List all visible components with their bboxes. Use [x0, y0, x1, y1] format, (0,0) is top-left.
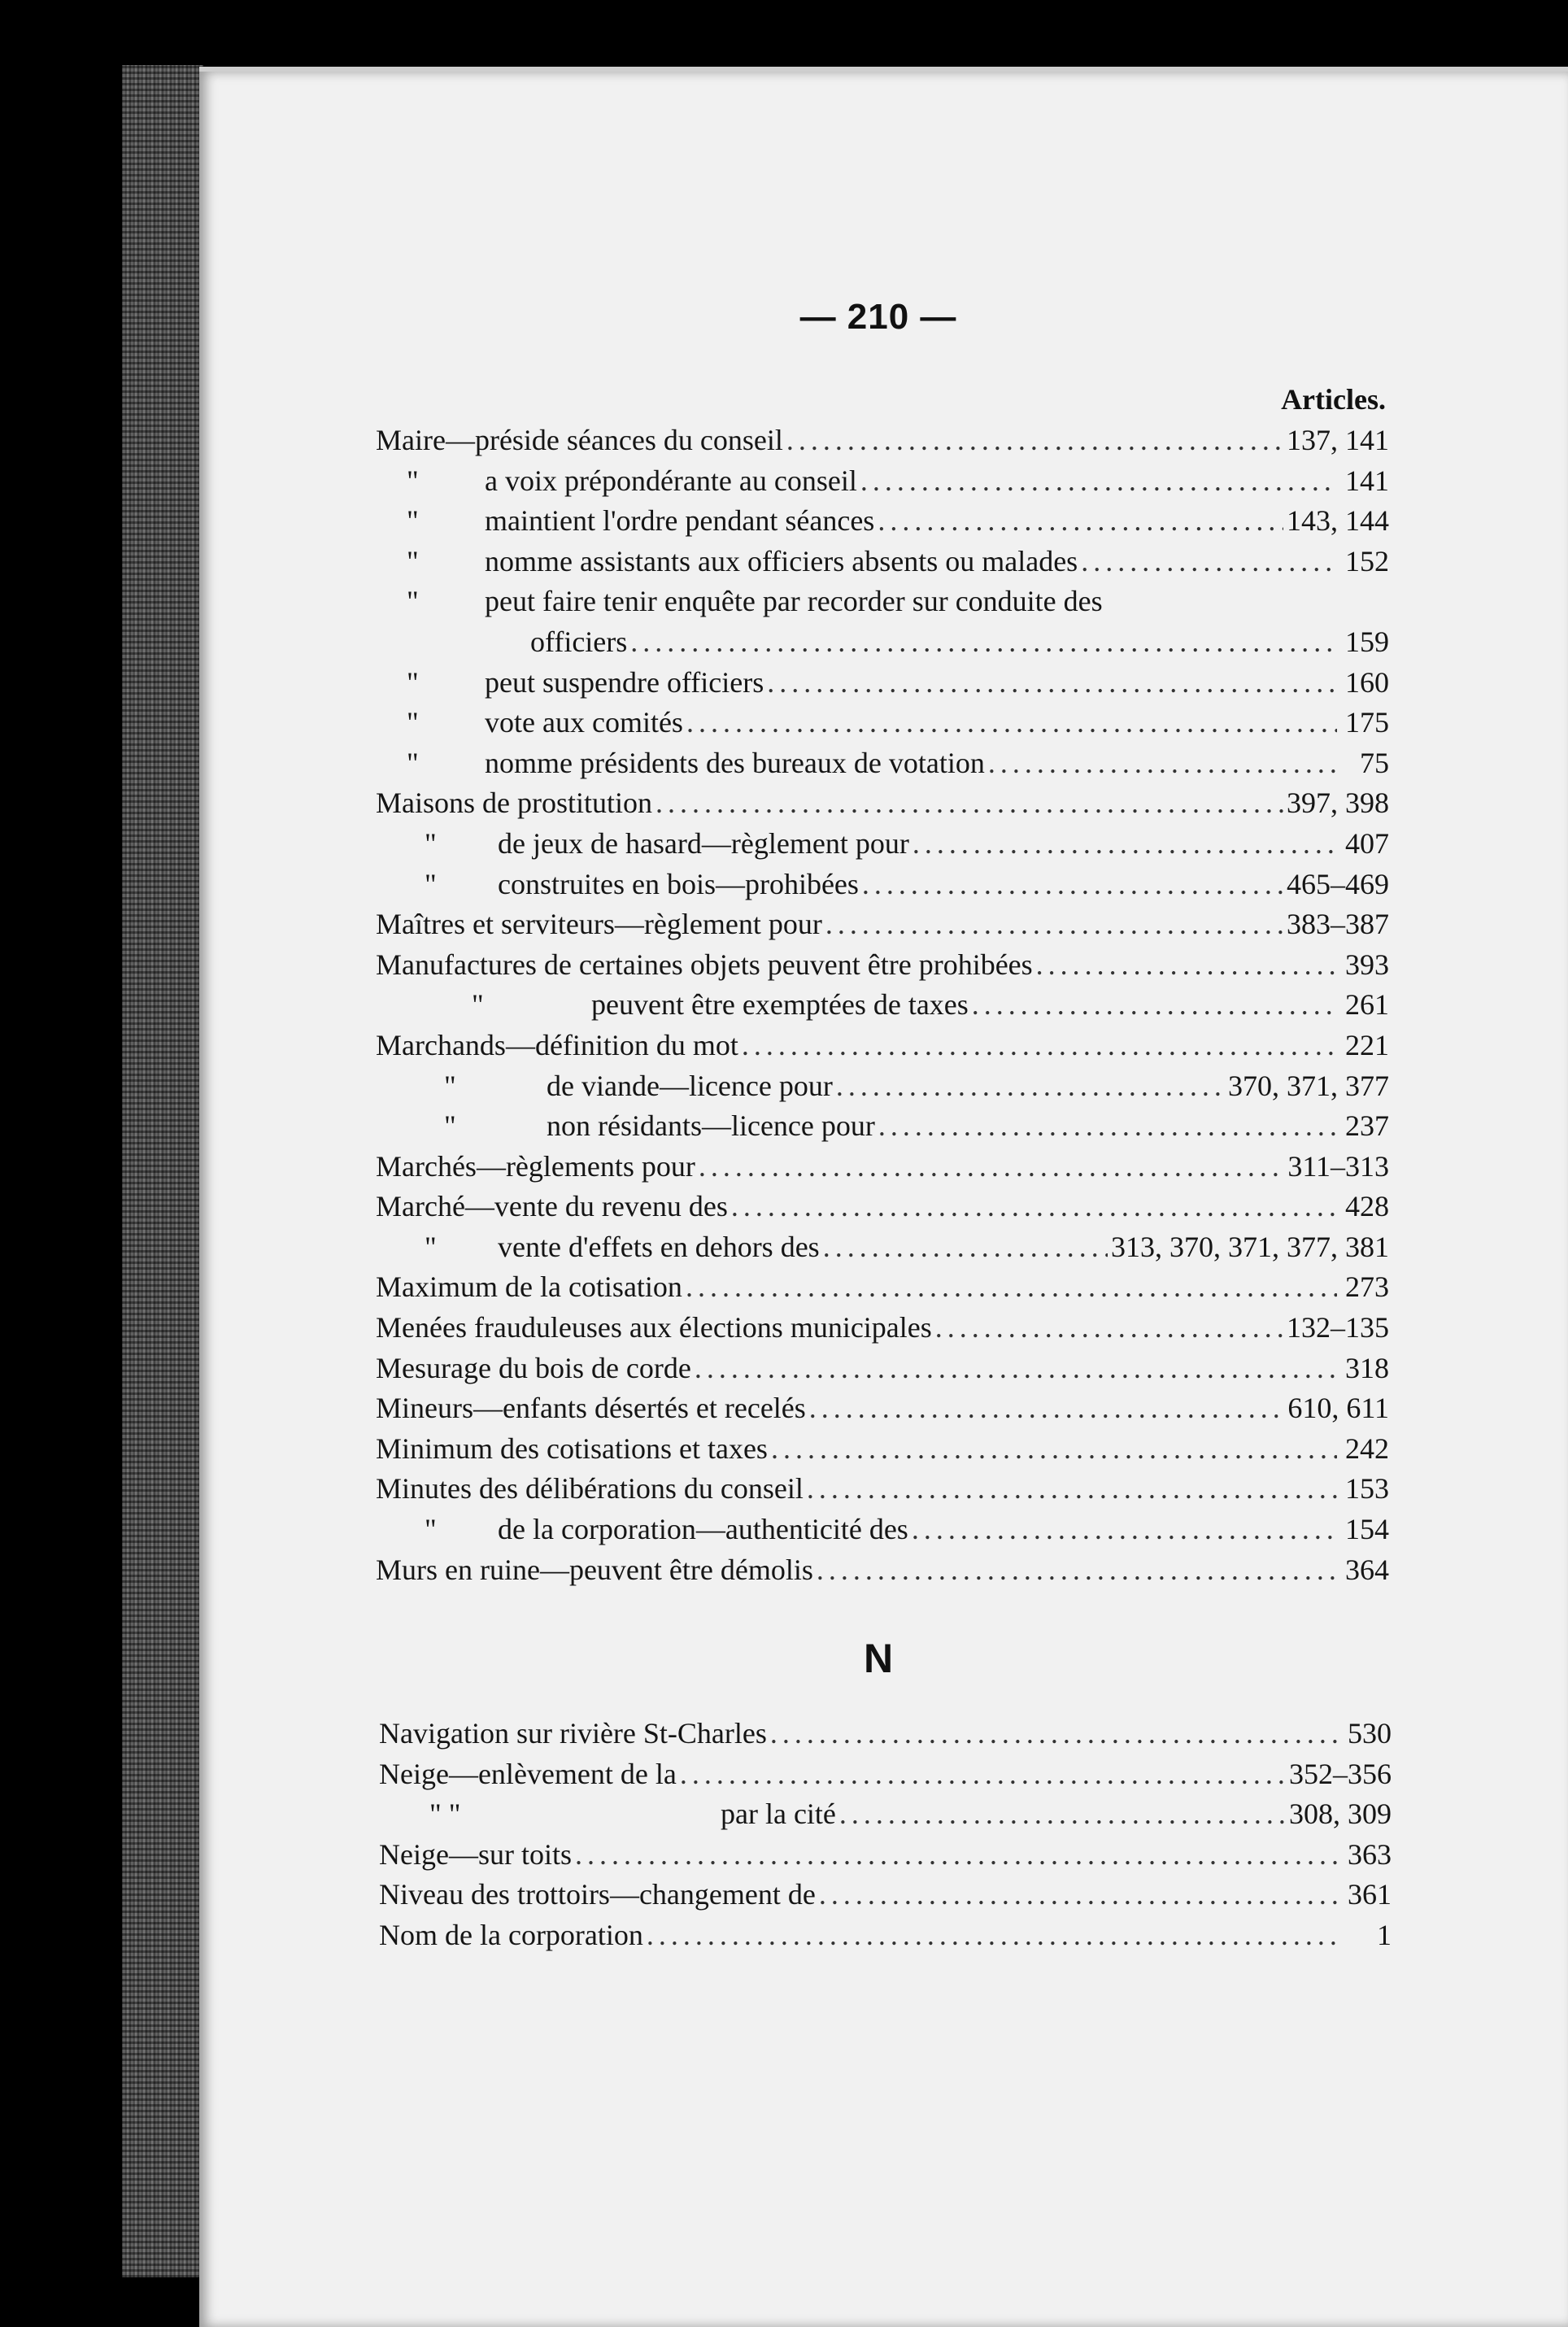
article-number: 153: [1345, 1472, 1389, 1506]
index-entry: [376, 1149, 1389, 1190]
entry-text: Nom de la corporation: [379, 1918, 643, 1951]
ditto-mark: ": [425, 1513, 437, 1546]
ditto-mark: ": [407, 464, 419, 497]
article-number: 370, 371, 377: [1228, 1069, 1389, 1102]
leader-dots: [878, 503, 1283, 538]
leader-dots: [742, 1028, 1337, 1062]
ditto-mark: ": [407, 585, 419, 618]
article-number: 393: [1345, 948, 1389, 981]
article-number: 1: [1377, 1918, 1392, 1951]
entry-text: peut faire tenir enquête par recorder sur conduite des: [485, 585, 1103, 618]
article-number: 152: [1345, 544, 1389, 577]
entry-text: Navigation sur rivière St-Charles: [379, 1717, 767, 1750]
entry-text: peuvent être exemptées de taxes: [591, 988, 969, 1022]
leader-dots: [630, 625, 1337, 659]
entry-text: non résidants—licence pour: [547, 1109, 875, 1143]
entry-text: Niveau des trottoirs—changement de: [379, 1878, 816, 1911]
article-number: 160: [1345, 665, 1389, 699]
article-number: 242: [1345, 1431, 1389, 1465]
article-number: 261: [1345, 988, 1389, 1022]
ditto-mark: ": [472, 988, 484, 1022]
column-header-articles: Articles.: [1281, 383, 1386, 416]
index-entry: [376, 826, 1389, 867]
index-entry: [379, 1797, 1392, 1837]
index-entry: [376, 625, 1389, 665]
leader-dots: [686, 705, 1337, 739]
index-entry: [376, 867, 1389, 908]
index-entry: [376, 503, 1389, 544]
leader-dots: [680, 1757, 1286, 1791]
article-number: 313, 370, 371, 377, 381: [1111, 1230, 1389, 1263]
index-entry: [379, 1757, 1392, 1798]
index-entry: [376, 544, 1389, 585]
article-number: 311–313: [1287, 1149, 1389, 1183]
index-entry: [376, 705, 1389, 746]
leader-dots: [836, 1069, 1225, 1103]
index-section-n: [379, 1716, 1392, 1959]
leader-dots: [988, 746, 1337, 780]
entry-text: Maisons de prostitution: [376, 787, 652, 820]
leader-dots: [839, 1797, 1286, 1831]
leader-dots: [731, 1189, 1337, 1223]
entry-text: Marché—vente du revenu des: [376, 1190, 728, 1223]
entry-text: Manufactures de certaines objets peuvent être prohibées: [376, 948, 1033, 981]
leader-dots: [817, 1553, 1337, 1587]
ditto-mark: ": [444, 1109, 456, 1143]
entry-text: Marchés—règlements pour: [376, 1149, 695, 1183]
leader-dots: [686, 1270, 1337, 1304]
index-entry: [376, 746, 1389, 787]
index-entry: [376, 1391, 1389, 1431]
leader-dots: [647, 1918, 1339, 1952]
leader-dots: [656, 786, 1283, 820]
index-entry: [376, 1189, 1389, 1230]
ditto-mark: ": [425, 867, 437, 900]
leader-dots: [786, 423, 1283, 457]
index-entry: [376, 1431, 1389, 1472]
index-entry: [376, 423, 1389, 464]
leader-dots: [819, 1877, 1339, 1911]
entry-text: de la corporation—authenticité des: [498, 1513, 908, 1546]
leader-dots: [771, 1431, 1337, 1466]
book-binding: [122, 65, 203, 2277]
article-number: 352–356: [1289, 1757, 1392, 1790]
page-number: — 210 —: [799, 297, 957, 337]
article-number: 530: [1348, 1717, 1392, 1750]
index-entry: [379, 1837, 1392, 1878]
entry-text: Maîtres et serviteurs—règlement pour: [376, 908, 822, 941]
ditto-mark: ": [444, 1069, 456, 1102]
article-number: 383–387: [1287, 908, 1389, 941]
article-number: 75: [1360, 746, 1389, 779]
index-entry: [376, 1069, 1389, 1109]
index-entry: [376, 1109, 1389, 1149]
index-entry: [376, 584, 1389, 625]
article-number: 237: [1345, 1109, 1389, 1143]
leader-dots: [1036, 948, 1337, 982]
leader-dots: [695, 1351, 1337, 1385]
leader-dots: [770, 1716, 1339, 1750]
entry-text: par la cité: [721, 1798, 836, 1831]
leader-dots: [809, 1391, 1285, 1425]
article-number: 363: [1348, 1837, 1392, 1871]
entry-text: Maire—préside séances du conseil: [376, 424, 783, 456]
entry-text: a voix prépondérante au conseil: [485, 464, 857, 497]
index-entry: [376, 1270, 1389, 1310]
leader-dots: [972, 987, 1337, 1022]
article-number: 132–135: [1287, 1311, 1389, 1344]
article-number: 308, 309: [1289, 1798, 1392, 1831]
entry-text: Menées frauduleuses aux élections municipales: [376, 1311, 932, 1344]
ditto-mark: ": [407, 746, 419, 779]
entry-text: nomme présidents des bureaux de votation: [485, 746, 985, 779]
article-number: 175: [1345, 706, 1389, 739]
entry-text: vente d'effets en dehors des: [498, 1230, 820, 1263]
section-heading-n: N: [863, 1636, 894, 1681]
leader-dots: [878, 1109, 1337, 1143]
index-entry: [376, 1351, 1389, 1392]
entry-text: de jeux de hasard—règlement pour: [498, 826, 909, 860]
ditto-mark: ": [407, 665, 419, 699]
leader-dots: [860, 464, 1337, 498]
article-number: 428: [1345, 1190, 1389, 1223]
leader-dots: [807, 1471, 1337, 1506]
ditto-mark: ": [407, 504, 419, 538]
leader-dots: [1081, 544, 1337, 578]
entry-text: Minimum des cotisations et taxes: [376, 1431, 768, 1465]
article-number: 361: [1348, 1878, 1392, 1911]
ditto-mark: ": [425, 826, 437, 860]
ditto-mark: ": [407, 706, 419, 739]
index-entry: [376, 665, 1389, 706]
entry-text: Neige—sur toits: [379, 1837, 572, 1871]
article-number: 137, 141: [1287, 424, 1389, 456]
article-number: 159: [1345, 625, 1389, 658]
entry-text: Mesurage du bois de corde: [376, 1351, 691, 1384]
leader-dots: [862, 867, 1283, 901]
leader-dots: [912, 826, 1337, 861]
index-entry: [376, 464, 1389, 504]
index-entry: [376, 1310, 1389, 1351]
entry-text: construites en bois—prohibées: [498, 867, 859, 900]
entry-text: nomme assistants aux officiers absents ou malades: [485, 544, 1078, 577]
leader-dots: [699, 1149, 1284, 1183]
index-entry: [376, 1028, 1389, 1069]
article-number: 610, 611: [1287, 1392, 1389, 1425]
entry-text: peut suspendre officiers: [485, 665, 764, 699]
entry-text: officiers: [530, 625, 628, 658]
index-entry: [376, 1471, 1389, 1512]
leader-dots: [823, 1230, 1108, 1264]
leader-dots: [912, 1512, 1337, 1546]
index-entry: [376, 1553, 1389, 1593]
entry-text: maintient l'ordre pendant séances: [485, 504, 875, 538]
index-entry: [376, 786, 1389, 826]
article-number: 143, 144: [1287, 504, 1389, 538]
index-entry: [379, 1918, 1392, 1959]
entry-text: Maximum de la cotisation: [376, 1270, 682, 1304]
index-section-m: [376, 423, 1389, 1593]
entry-text: Minutes des délibérations du conseil: [376, 1472, 804, 1506]
index-entry: [376, 948, 1389, 988]
leader-dots: [575, 1837, 1339, 1872]
ditto-mark: ": [407, 544, 419, 577]
index-entry: [376, 907, 1389, 948]
article-number: 154: [1345, 1513, 1389, 1546]
entry-text: Marchands—définition du mot: [376, 1028, 738, 1061]
index-entry: [376, 1512, 1389, 1553]
leader-dots: [825, 907, 1283, 941]
article-number: 397, 398: [1287, 787, 1389, 820]
article-number: 221: [1345, 1028, 1389, 1061]
leader-dots: [767, 665, 1337, 699]
entry-text: Murs en ruine—peuvent être démolis: [376, 1553, 813, 1586]
article-number: 273: [1345, 1270, 1389, 1304]
article-number: 465–469: [1287, 867, 1389, 900]
leader-dots: [935, 1310, 1283, 1344]
article-number: 318: [1345, 1351, 1389, 1384]
entry-text: Mineurs—enfants désertés et recelés: [376, 1392, 806, 1425]
ditto-mark: " ": [429, 1798, 461, 1831]
index-entry: [379, 1716, 1392, 1757]
article-number: 407: [1345, 826, 1389, 860]
index-entry: [379, 1877, 1392, 1918]
article-number: 364: [1345, 1553, 1389, 1586]
index-entry: [376, 987, 1389, 1028]
entry-text: de viande—licence pour: [547, 1069, 833, 1102]
index-entry: [376, 1230, 1389, 1270]
entry-text: vote aux comités: [485, 706, 683, 739]
article-number: 141: [1345, 464, 1389, 497]
entry-text: Neige—enlèvement de la: [379, 1757, 677, 1790]
ditto-mark: ": [425, 1230, 437, 1263]
